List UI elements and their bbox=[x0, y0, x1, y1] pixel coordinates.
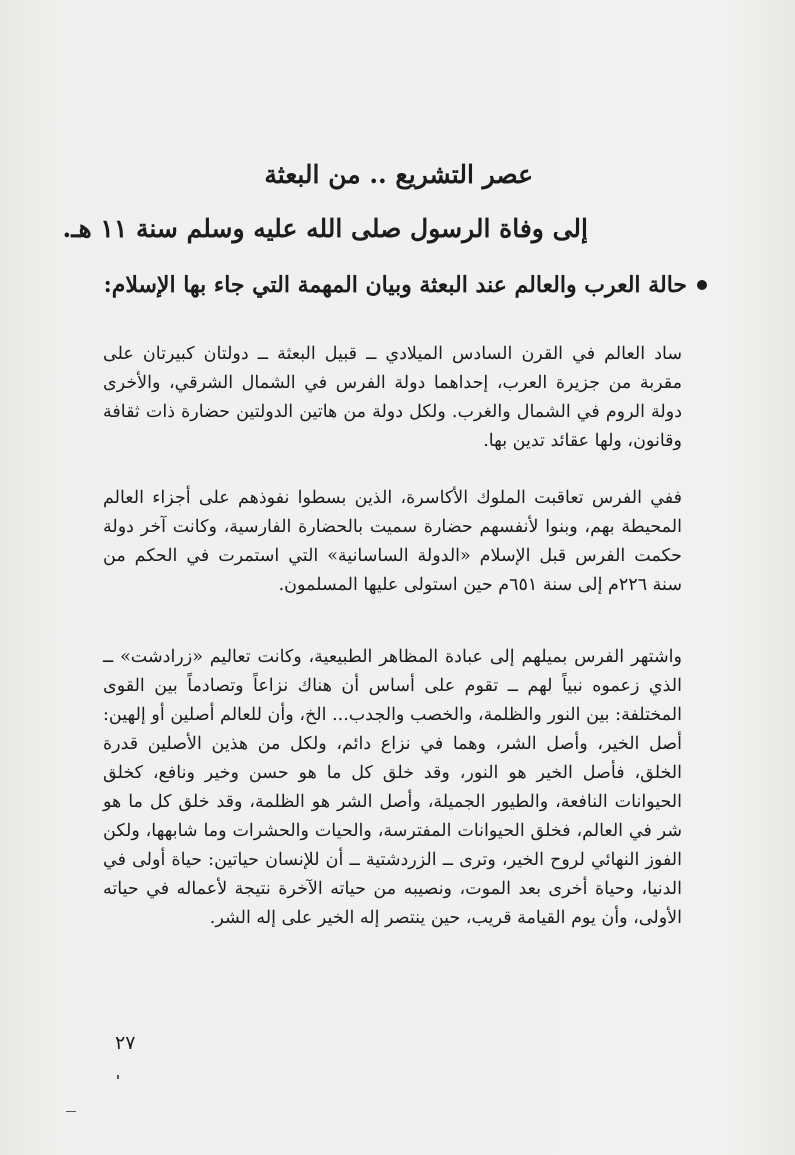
section-heading bbox=[104, 272, 707, 298]
page-number: ٢٧ bbox=[115, 1032, 136, 1054]
scan-speck bbox=[66, 1111, 76, 1112]
paragraph-2: ففي الفرس تعاقبت الملوك الأكاسرة، الذين بسطوا نفوذهم على أجزاء العالم المحيطة بهم، وبنوا لأنفسهم حضارة سميت بالحضارة الفارسية، وكانت آخر دولة حكمت الفرس قبل الإسلام «الدولة الساسانية» التي استمرت في الحكم من سنة ٢٢٦م إلى سنة ٦٥١م حين استولى عليها المسلمون. bbox=[103, 487, 682, 595]
bullet-icon bbox=[697, 280, 707, 290]
section-heading-text: حالة العرب والعالم عند البعثة وبيان المهمة التي جاء بها الإسلام: bbox=[103, 272, 687, 298]
scan-speck bbox=[117, 1075, 119, 1079]
paragraph-1: ساد العالم في القرن السادس الميلادي ــ قبيل البعثة ــ دولتان كبيرتان على مقربة من جزيرة العرب، إحداهما دولة الفرس في الشمال الشرقي، والأخرى دولة الروم في الشمال والغرب. ولكل دولة من هاتين الدولتين حضارة ذات ثقافة وقانون، ولها عقائد تدين بها. bbox=[103, 343, 682, 451]
chapter-title-line-1: عصر التشريع .. من البعثة bbox=[264, 160, 533, 189]
paragraph-3: واشتهر الفرس بميلهم إلى عبادة المظاهر الطبيعية، وكانت تعاليم «زرادشت» ــ الذي زعموه نبياً لهم ــ تقوم على أساس أن هناك نزاعاً وتصادماً بين القوى المختلفة: بين النور والظلمة، والخصب والجدب... الخ، وأن للعالم أصلين أو إلهين: أصل الخير، وأصل الشر، وهما في نزاع دائم، ولكل من هذين الأصلين قدرة الخلق، فأصل الخير هو النور، وقد خلق كل ما هو حسن وخير ونافع، كخلق الحيوانات النافعة، والطيور الجميلة، وأصل الشر هو الظلمة، وقد خلق كل ما هو شر في العالم، فخلق الحيوانات المفترسة، والحيات والحشرات وما شابهها، ولكن الفوز النهائي لروح الخير، وترى ــ الزردشتية ــ أن للإنسان حياتين: حياة أولى في الدنيا، وحياة أخرى بعد الموت، ونصيبه من حياته الآخرة نتيجة لأعماله في حياته الأولى، وأن يوم القيامة قريب، حين ينتصر إله الخير على إله الشر. bbox=[103, 646, 682, 928]
chapter-title-line-2: إلى وفاة الرسول صلى الله عليه وسلم سنة ١١ هـ. bbox=[62, 214, 588, 243]
